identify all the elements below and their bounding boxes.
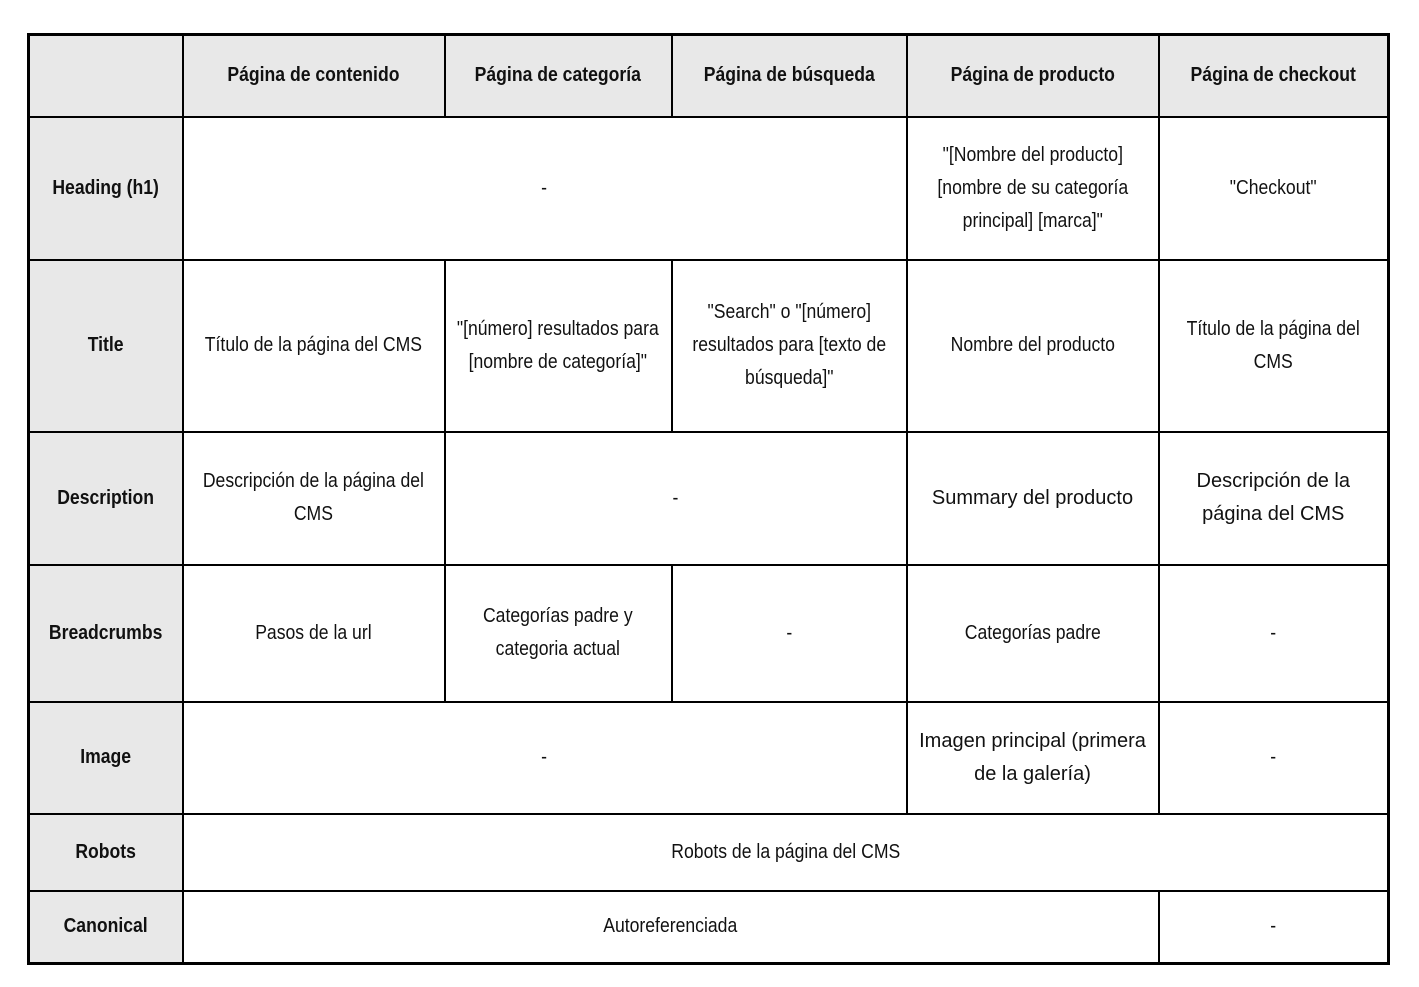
cell-title-busqueda — [672, 260, 907, 432]
cell-description-producto — [907, 432, 1159, 565]
row-header-heading-h1-label: Heading (h1) — [52, 176, 160, 199]
column-header-categoria — [445, 35, 672, 117]
cell-description-cat-busqueda-merged-text: - — [672, 486, 679, 509]
cell-breadcrumbs-checkout — [1159, 565, 1389, 702]
row-heading-h1 — [29, 117, 1389, 260]
cell-breadcrumbs-categoria — [445, 565, 672, 702]
column-header-contenido-label: Página de contenido — [227, 64, 400, 87]
row-header-robots — [29, 814, 183, 891]
cell-breadcrumbs-busqueda-text: - — [786, 621, 792, 644]
cell-description-producto-text: Summary del producto — [931, 486, 1134, 509]
cell-heading-checkout-text: "Checkout" — [1229, 176, 1317, 199]
cell-breadcrumbs-contenido — [183, 565, 445, 702]
cell-canonical-merged — [183, 891, 1159, 964]
cell-image-producto — [907, 702, 1159, 814]
cell-image-cms-merged — [183, 702, 907, 814]
cell-breadcrumbs-producto — [907, 565, 1159, 702]
row-title — [29, 260, 1389, 432]
row-header-image — [29, 702, 183, 814]
cell-title-contenido-text: Título de la página del CMS — [204, 334, 423, 356]
column-header-busqueda-label: Página de búsqueda — [703, 64, 875, 87]
row-description — [29, 432, 1389, 565]
row-breadcrumbs — [29, 565, 1389, 702]
cell-heading-checkout — [1159, 117, 1389, 260]
column-header-categoria-label: Página de categoría — [474, 64, 642, 87]
cell-heading-producto — [907, 117, 1159, 260]
row-header-description — [29, 432, 183, 565]
cell-breadcrumbs-categoria-text: Categorías padre y categoria actual — [483, 605, 633, 660]
row-header-title-label: Title — [87, 334, 124, 356]
column-header-producto — [907, 35, 1159, 117]
row-header-description-label: Description — [57, 486, 155, 509]
cell-canonical-merged-text: Autoreferenciada — [603, 915, 738, 938]
row-header-image-label: Image — [80, 746, 132, 768]
cell-heading-cms-merged-text: - — [541, 176, 548, 199]
row-header-breadcrumbs-label: Breadcrumbs — [49, 621, 163, 644]
cell-description-contenido-text: Descripción de la página del CMS — [202, 470, 425, 525]
row-header-canonical-label: Canonical — [63, 915, 148, 938]
row-image — [29, 702, 1389, 814]
cell-breadcrumbs-producto-text: Categorías padre — [964, 621, 1101, 644]
cell-canonical-checkout — [1159, 891, 1389, 964]
cell-description-cat-busqueda-merged — [445, 432, 907, 565]
row-header-breadcrumbs — [29, 565, 183, 702]
table-header-row — [29, 35, 1389, 117]
cell-title-producto — [907, 260, 1159, 432]
cell-breadcrumbs-busqueda — [672, 565, 907, 702]
row-robots — [29, 814, 1389, 891]
cell-breadcrumbs-contenido-text: Pasos de la url — [255, 621, 372, 644]
column-header-checkout — [1159, 35, 1389, 117]
cell-image-cms-merged-text: - — [541, 746, 548, 768]
row-header-robots-label: Robots — [75, 840, 137, 863]
cell-image-checkout — [1159, 702, 1389, 814]
column-header-contenido — [183, 35, 445, 117]
cell-title-checkout — [1159, 260, 1389, 432]
cell-canonical-checkout-text: - — [1270, 915, 1277, 938]
cell-description-checkout-text: Descripción de la página del CMS — [1196, 470, 1350, 525]
cell-description-checkout — [1159, 432, 1389, 565]
row-header-canonical — [29, 891, 183, 964]
corner-cell — [29, 35, 183, 117]
cell-title-checkout-text: Título de la página del CMS — [1186, 317, 1360, 373]
column-header-producto-label: Página de producto — [950, 64, 1115, 87]
row-canonical — [29, 891, 1389, 964]
cell-title-producto-text: Nombre del producto — [950, 334, 1115, 356]
column-header-checkout-label: Página de checkout — [1190, 64, 1356, 87]
cell-breadcrumbs-checkout-text: - — [1270, 621, 1277, 644]
cell-robots-all-merged — [183, 814, 1389, 891]
row-header-title — [29, 260, 183, 432]
seo-metadata-table — [27, 33, 1390, 965]
cell-title-contenido — [183, 260, 445, 432]
cell-title-categoria-text: "[número] resultados para [nombre de categoría]" — [457, 317, 659, 373]
cell-image-producto-text: Imagen principal (primera de la galería) — [919, 729, 1146, 785]
cell-title-categoria — [445, 260, 672, 432]
cell-image-checkout-text: - — [1270, 746, 1277, 768]
cell-description-contenido — [183, 432, 445, 565]
cell-robots-all-merged-text: Robots de la página del CMS — [670, 840, 900, 863]
cell-title-busqueda-text: "Search" o "[número] resultados para [texto de búsqueda]" — [692, 301, 886, 389]
row-header-heading-h1 — [29, 117, 183, 260]
cell-heading-cms-merged — [183, 117, 907, 260]
column-header-busqueda — [672, 35, 907, 117]
cell-heading-producto-text: "[Nombre del producto] [nombre de su categoría principal] [marca]" — [937, 143, 1128, 232]
